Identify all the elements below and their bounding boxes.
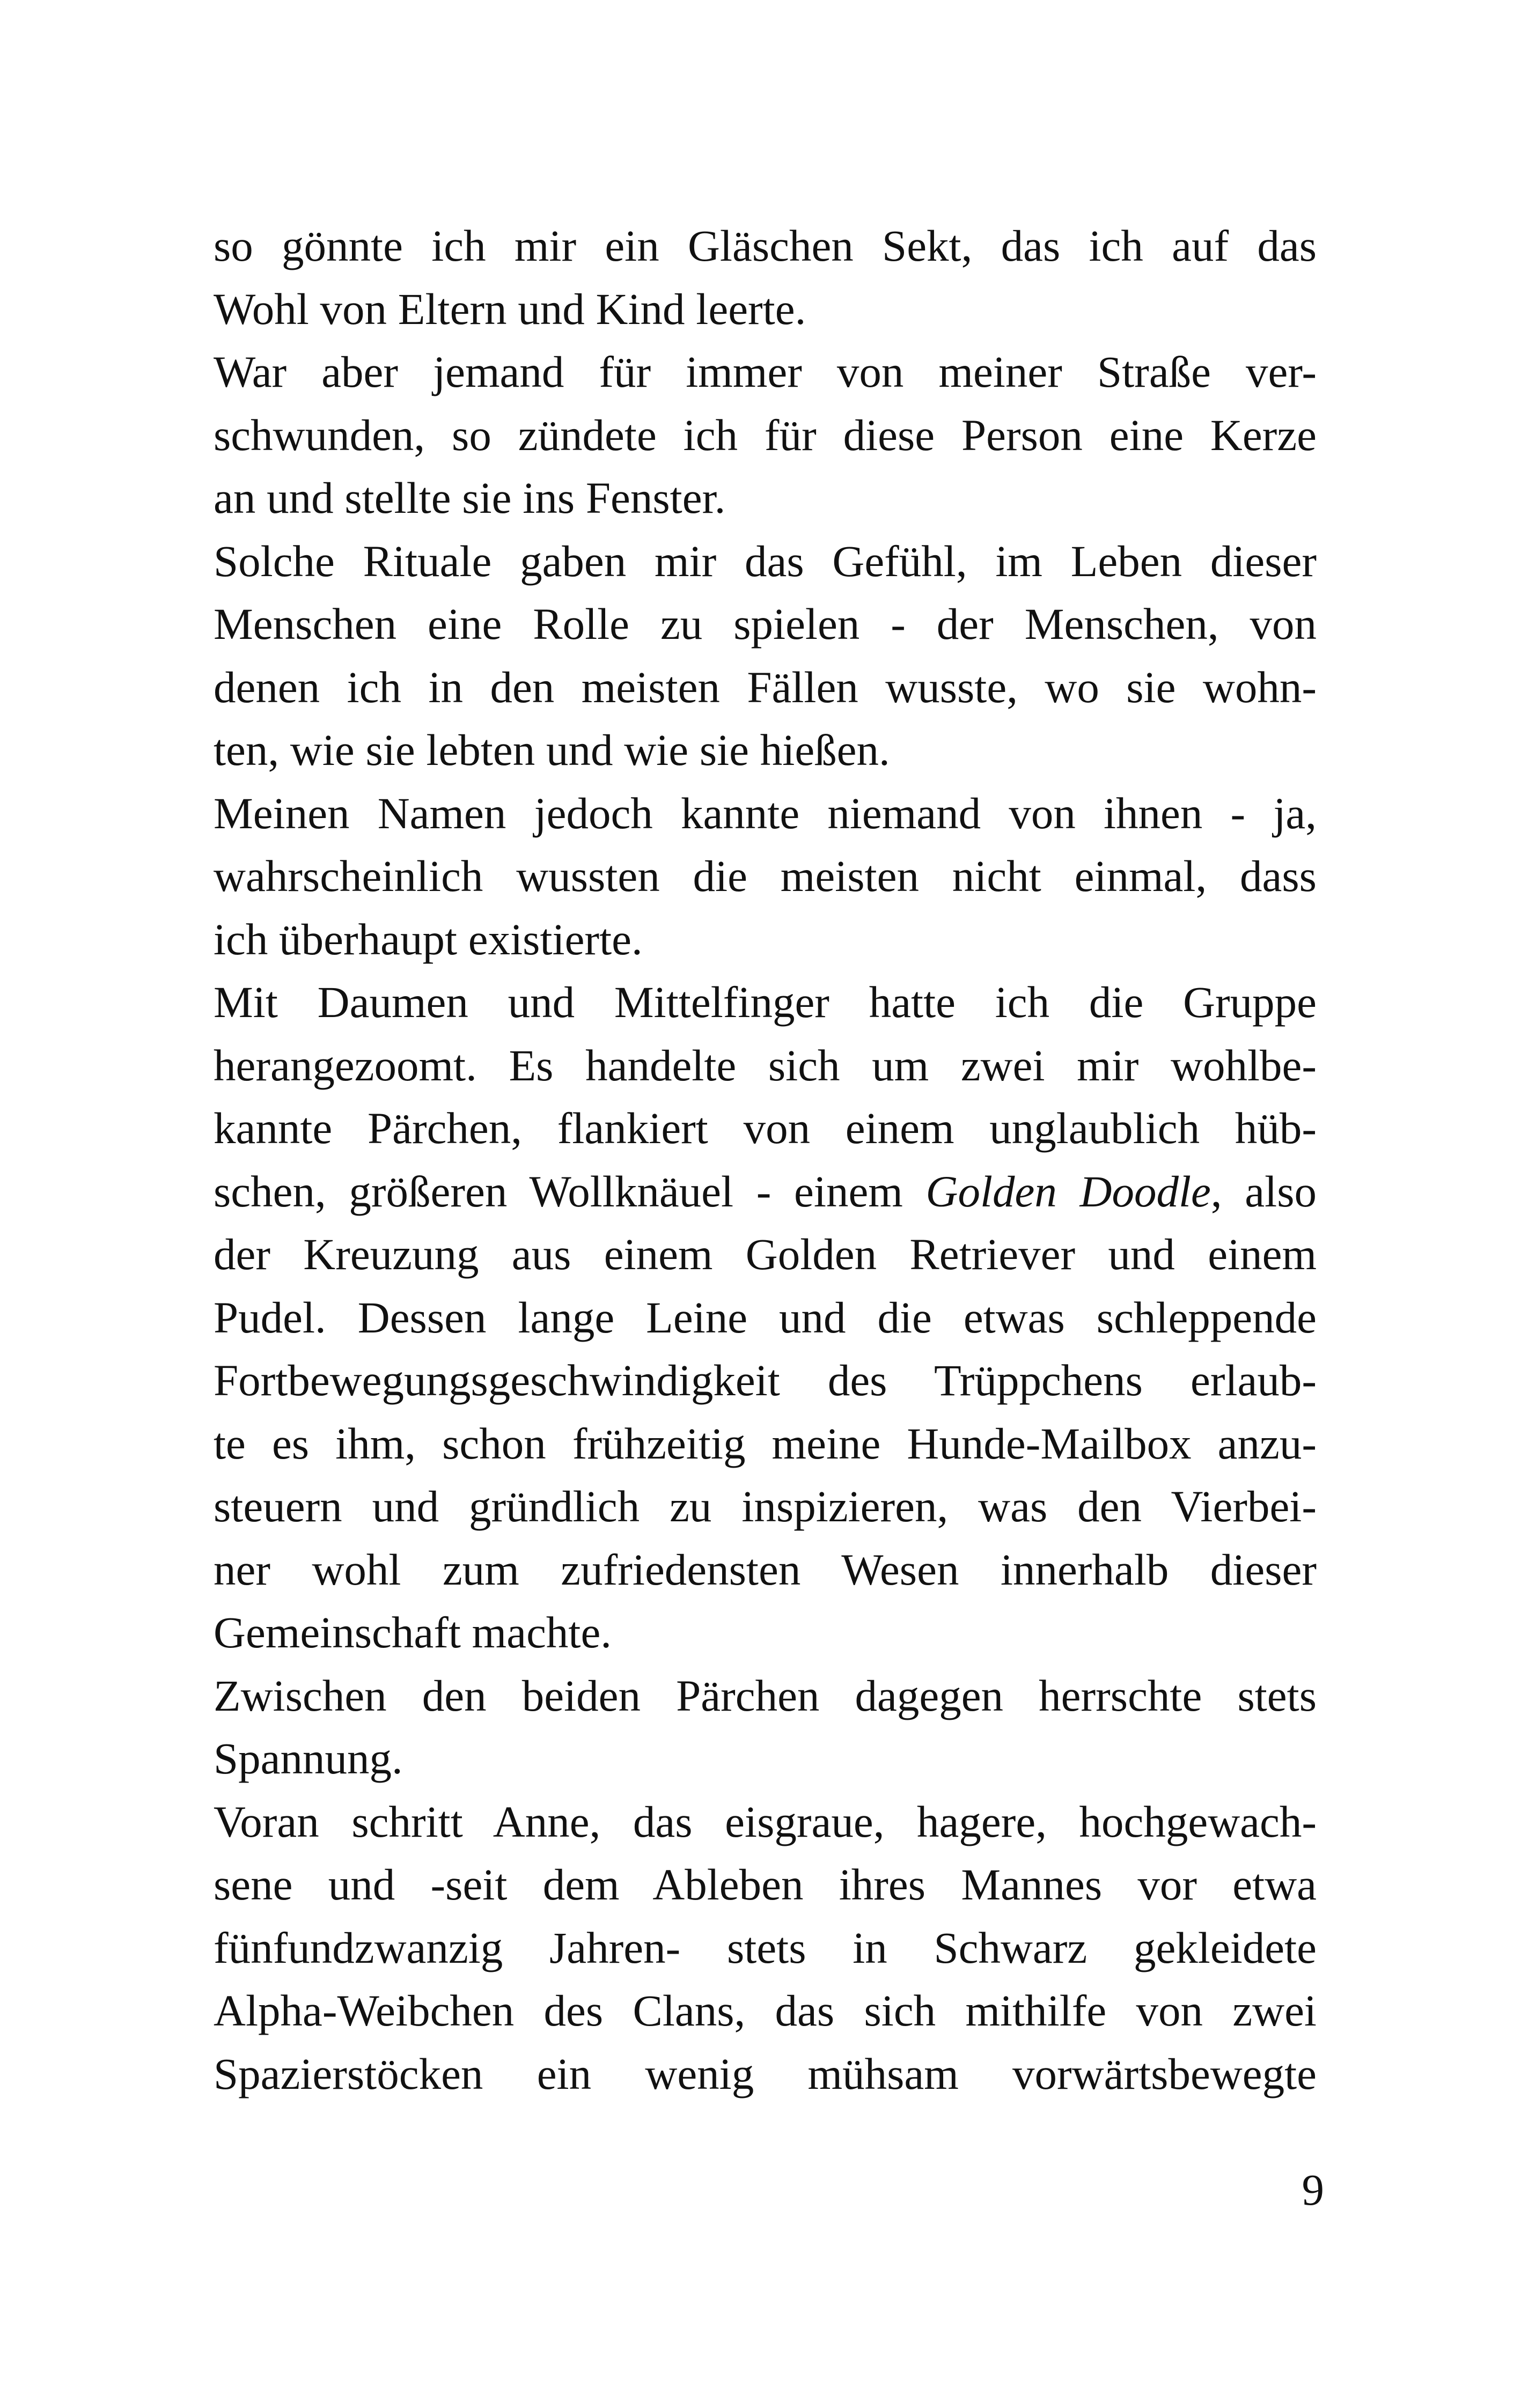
text-line: kannte Pärchen, flankiert von einem unglaublich hüb- [214, 1103, 1317, 1153]
text-line: sene und -seit dem Ableben ihres Mannes vor etwa [214, 1860, 1317, 1909]
text-line: ten, wie sie lebten und wie sie hießen. [214, 725, 890, 775]
text-line: denen ich in den meisten Fällen wusste, wo sie wohn- [214, 662, 1317, 712]
text-line: Pudel. Dessen lange Leine und die etwas schleppende [214, 1292, 1317, 1342]
text-line: Mit Daumen und Mittelfinger hatte ich die Gruppe [214, 977, 1317, 1027]
text-line: herangezoomt. Es handelte sich um zwei mir wohlbe- [214, 1040, 1317, 1090]
text-line: der Kreuzung aus einem Golden Retriever und einem [214, 1229, 1317, 1279]
text-line: wahrscheinlich wussten die meisten nicht einmal, dass [214, 851, 1317, 901]
text-line: Meinen Namen jedoch kannte niemand von ihnen - ja, [214, 788, 1317, 838]
text-line: Wohl von Eltern und Kind leerte. [214, 284, 806, 334]
text-line: an und stellte sie ins Fenster. [214, 473, 726, 522]
text-line: ner wohl zum zufriedensten Wesen innerhalb dieser [214, 1544, 1317, 1594]
text-line: fünfundzwanzig Jahren- stets in Schwarz gekleidete [214, 1923, 1317, 1972]
text-line: Solche Rituale gaben mir das Gefühl, im Leben dieser [214, 536, 1317, 586]
text-line: Alpha-Weibchen des Clans, das sich mithilfe von zwei [214, 1986, 1317, 2035]
text-line: so gönnte ich mir ein Gläschen Sekt, das ich auf das [214, 221, 1317, 270]
body-text [214, 215, 1317, 2105]
text-segment: , also [1210, 1166, 1317, 1216]
text-segment: schen, größeren Wollknäuel - einem [214, 1166, 926, 1216]
text-line [214, 1160, 1317, 1224]
text-line: Spannung. [214, 1734, 403, 1783]
text-line: Menschen eine Rolle zu spielen - der Menschen, von [214, 599, 1317, 649]
text-line: Spazierstöcken ein wenig mühsam vorwärtsbewegte [214, 2049, 1317, 2098]
text-line: Voran schritt Anne, das eisgraue, hagere, hochgewach- [214, 1796, 1317, 1846]
text-line: ich überhaupt existierte. [214, 914, 643, 964]
text-line: War aber jemand für immer von meiner Straße ver- [214, 347, 1317, 396]
page-number: 9 [1302, 2165, 1324, 2214]
text-line: Gemeinschaft machte. [214, 1608, 612, 1657]
text-line: Zwischen den beiden Pärchen dagegen herrschte stets [214, 1670, 1317, 1720]
text-line: te es ihm, schon frühzeitig meine Hunde-Mailbox anzu- [214, 1418, 1317, 1468]
italic-term: Golden Doodle [925, 1166, 1211, 1216]
text-line: schwunden, so zündete ich für diese Person eine Kerze [214, 410, 1317, 460]
text-line: Fortbewegungsgeschwindigkeit des Trüppchens erlaub- [214, 1356, 1317, 1405]
text-line: steuern und gründlich zu inspizieren, was den Vierbei- [214, 1482, 1317, 1531]
